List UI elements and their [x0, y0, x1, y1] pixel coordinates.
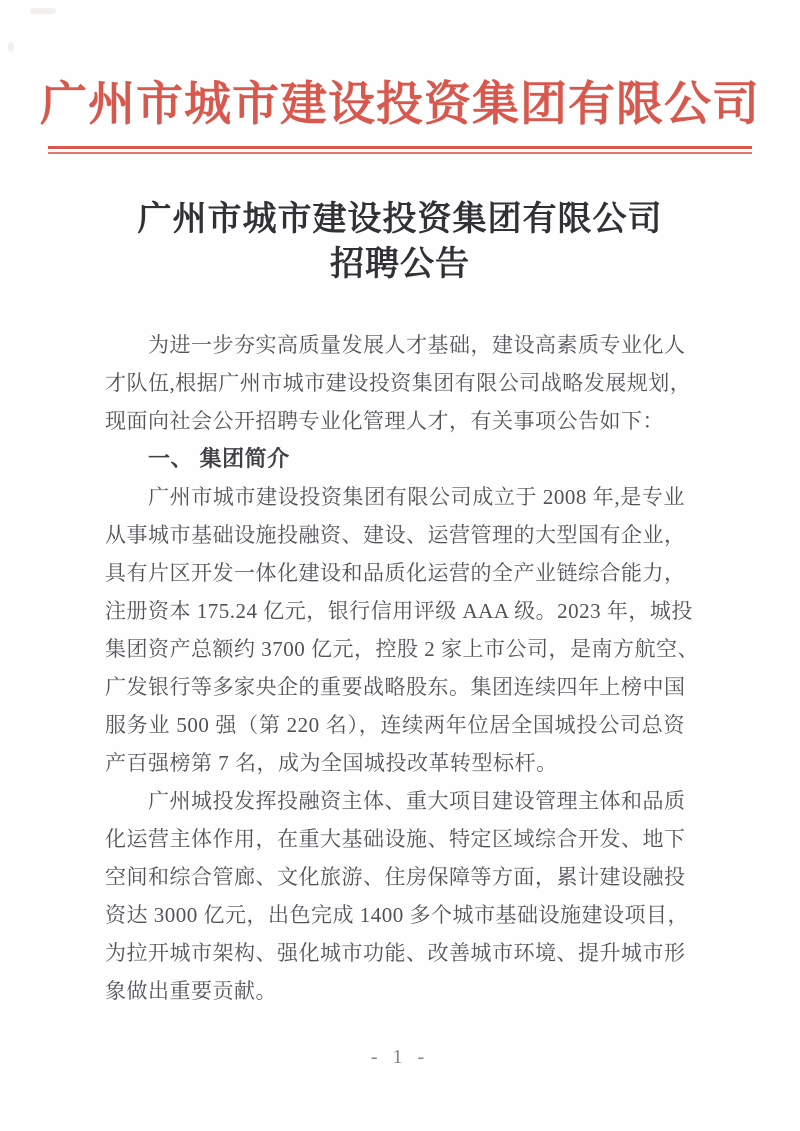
document-title-line2: 招聘公告 — [330, 246, 470, 283]
body-line: 产百强榜第 7 名，成为全国城投改革转型标杆。 — [105, 751, 558, 775]
section-heading: 一、 集团简介 — [148, 446, 290, 471]
letterhead-double-rule — [48, 146, 752, 154]
body-line: 服务业 500 强（第 220 名），连续两年位居全国城投公司总资 — [105, 713, 685, 737]
letterhead-company-name: 广州市城市建设投资集团有限公司 — [40, 79, 760, 131]
scan-artifact — [8, 42, 14, 52]
body-line: 广州城投发挥投融资主体、重大项目建设管理主体和品质 — [148, 789, 686, 813]
body-line: 具有片区开发一体化建设和品质化运营的全产业链综合能力， — [105, 561, 686, 585]
body-line: 为拉开城市架构、强化城市功能、改善城市环境、提升城市形 — [105, 941, 686, 965]
body-line: 化运营主体作用，在重大基础设施、特定区域综合开发、地下 — [105, 827, 686, 851]
document-title — [0, 197, 800, 287]
body-line: 空间和综合管廊、文化旅游、住房保障等方面，累计建设融投 — [105, 865, 686, 889]
body-line: 集团资产总额约 3700 亿元，控股 2 家上市公司，是南方航空、 — [105, 637, 699, 661]
body-line: 广州市城市建设投资集团有限公司成立于 2008 年,是专业 — [148, 485, 685, 509]
body-line: 从事城市基础设施投融资、建设、运营管理的大型国有企业， — [105, 523, 686, 547]
body-line: 资达 3000 亿元，出色完成 1400 多个城市基础设施建设项目， — [105, 903, 689, 927]
scan-artifact — [30, 8, 56, 14]
document-body — [105, 326, 699, 1010]
body-line: 注册资本 175.24 亿元，银行信用评级 AAA 级。2023 年，城投 — [105, 599, 693, 623]
body-line: 象做出重要贡献。 — [105, 979, 277, 1003]
page-number: - 1 - — [370, 1046, 430, 1068]
body-line: 现面向社会公开招聘专业化管理人才，有关事项公告如下： — [105, 409, 664, 433]
body-line: 广发银行等多家央企的重要战略股东。集团连续四年上榜中国 — [105, 675, 686, 699]
body-line: 为进一步夯实高质量发展人才基础，建设高素质专业化人 — [148, 333, 686, 357]
document-title-line1: 广州市城市建设投资集团有限公司 — [137, 201, 663, 238]
body-line: 才队伍,根据广州市城市建设投资集团有限公司战略发展规划， — [105, 371, 692, 395]
